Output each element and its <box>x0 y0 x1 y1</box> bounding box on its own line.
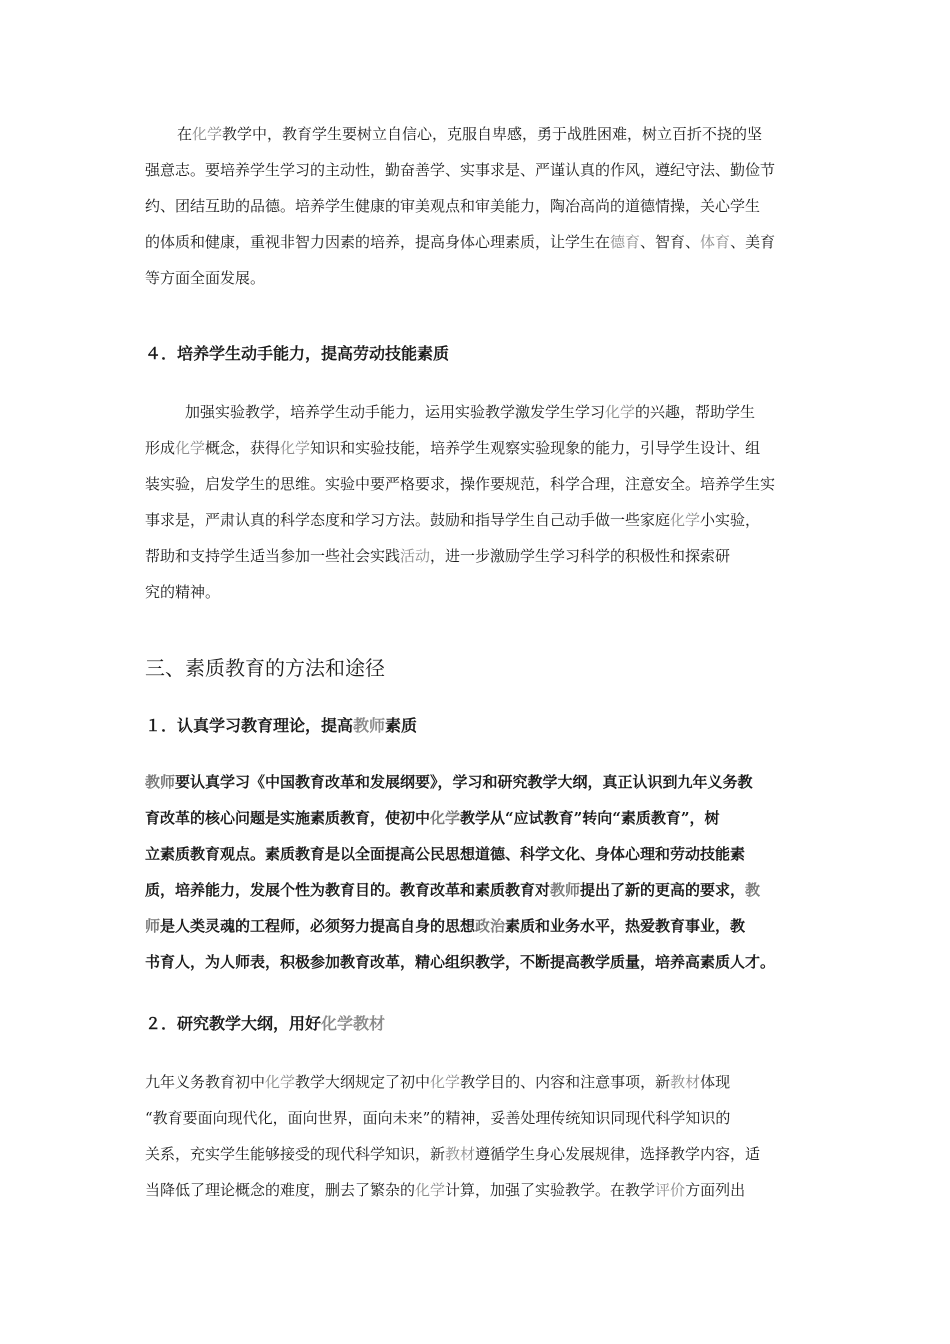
text-line: 等方面全面发展。 <box>145 269 266 287</box>
paragraph-experiment-teaching <box>145 394 810 610</box>
link-teacher[interactable]: 教师 <box>550 881 581 899</box>
link-teacher[interactable]: 教 <box>745 881 761 899</box>
paragraph-syllabus <box>145 1064 810 1208</box>
link-moral-education[interactable]: 德育 <box>610 233 641 251</box>
text-line: 质，培养能力，发展个性为教育目的。教育改革和素质教育对教师提出了新的更高的要求，教 <box>145 881 761 899</box>
text-line: 形成化学概念，获得化学知识和实验技能，培养学生观察实验现象的能力，引导学生设计、组 <box>145 439 761 457</box>
text-line: 立素质教育观点。素质教育是以全面提高公民思想道德、科学文化、身体心理和劳动技能素 <box>145 845 746 863</box>
text-line: 装实验，启发学生的思维。实验中要严格要求，操作要规范，科学合理，注意安全。培养学生实 <box>145 475 776 493</box>
link-teacher[interactable]: 教师 <box>353 716 386 735</box>
text-line: 究的精神。 <box>145 583 221 601</box>
heading-syllabus-textbook: ２．研究教学大纲，用好化学教材 <box>145 1014 386 1033</box>
link-textbook[interactable]: 教材 <box>445 1145 476 1163</box>
link-evaluation[interactable]: 评价 <box>655 1181 686 1199</box>
link-teacher[interactable]: 师 <box>145 917 161 935</box>
link-chemistry[interactable]: 化学 <box>175 439 206 457</box>
text-line: 事求是，严肃认真的科学态度和学习方法。鼓励和指导学生自己动手做一些家庭化学小实验， <box>145 511 761 529</box>
link-chemistry[interactable]: 化学 <box>280 439 311 457</box>
link-physical-education[interactable]: 体育 <box>700 233 731 251</box>
link-chemistry[interactable]: 化学 <box>265 1073 296 1091</box>
link-chemistry[interactable]: 化学 <box>415 1181 446 1199</box>
link-chemistry[interactable]: 化学 <box>430 1073 461 1091</box>
link-textbook[interactable]: 教材 <box>670 1073 701 1091</box>
heading-hands-on-ability: ４．培养学生动手能力，提高劳动技能素质 <box>145 344 450 363</box>
text-line: 九年义务教育初中化学教学大纲规定了初中化学教学目的、内容和注意事项，新教材体现 <box>145 1073 731 1091</box>
link-chemistry[interactable]: 化学 <box>430 809 461 827</box>
text-line: 当降低了理论概念的难度，删去了繁杂的化学计算，加强了实验教学。在教学评价方面列出 <box>145 1181 746 1199</box>
text-line: 教师要认真学习《中国教育改革和发展纲要》，学习和研究教学大纲，真正认识到九年义务教 <box>145 773 753 791</box>
link-chemistry[interactable]: 化学 <box>192 125 223 143</box>
heading-education-theory: １．认真学习教育理论，提高教师素质 <box>145 716 418 735</box>
link-chemistry-textbook[interactable]: 化学教材 <box>321 1014 386 1033</box>
text-line: “教育要面向现代化，面向世界，面向未来”的精神，妥善处理传统知识同现代科学知识的 <box>145 1109 731 1127</box>
paragraph-moral-education <box>145 116 810 296</box>
text-line: 在化学教学中，教育学生要树立自信心，克服自卑感，勇于战胜困难，树立百折不挠的坚 <box>177 125 763 143</box>
text-line: 师是人类灵魂的工程师，必须努力提高自身的思想政治素质和业务水平，热爱教育事业，教 <box>145 917 746 935</box>
text-line: 帮助和支持学生适当参加一些社会实践活动，进一步激励学生学习科学的积极性和探索研 <box>145 547 731 565</box>
section-heading-methods: 三、素质教育的方法和途径 <box>145 656 385 680</box>
text-line: 强意志。要培养学生学习的主动性，勤奋善学、实事求是、严谨认真的作风，遵纪守法、勤俭节 <box>145 161 776 179</box>
text-line: 加强实验教学，培养学生动手能力，运用实验教学激发学生学习化学的兴趣，帮助学生 <box>185 403 756 421</box>
link-politics[interactable]: 政治 <box>475 917 506 935</box>
text-line: 约、团结互助的品德。培养学生健康的审美观点和审美能力，陶冶高尚的道德情操，关心学生 <box>145 197 761 215</box>
link-chemistry[interactable]: 化学 <box>605 403 636 421</box>
link-chemistry[interactable]: 化学 <box>670 511 701 529</box>
text-line: 关系，充实学生能够接受的现代科学知识，新教材遵循学生身心发展规律，选择教学内容，适 <box>145 1145 761 1163</box>
text-line: 育改革的核心问题是实施素质教育，使初中化学教学从“应试教育”转向“素质教育”，树 <box>145 809 720 827</box>
text-line: 书育人，为人师表，积极参加教育改革，精心组织教学，不断提高教学质量，培养高素质人才。 <box>145 953 776 971</box>
text-line: 的体质和健康，重视非智力因素的培养，提高身体心理素质，让学生在德育、智育、体育、美育 <box>145 233 776 251</box>
paragraph-teacher-quality <box>145 764 810 980</box>
link-activity[interactable]: 活动 <box>400 547 431 565</box>
link-teacher[interactable]: 教师 <box>145 773 176 791</box>
